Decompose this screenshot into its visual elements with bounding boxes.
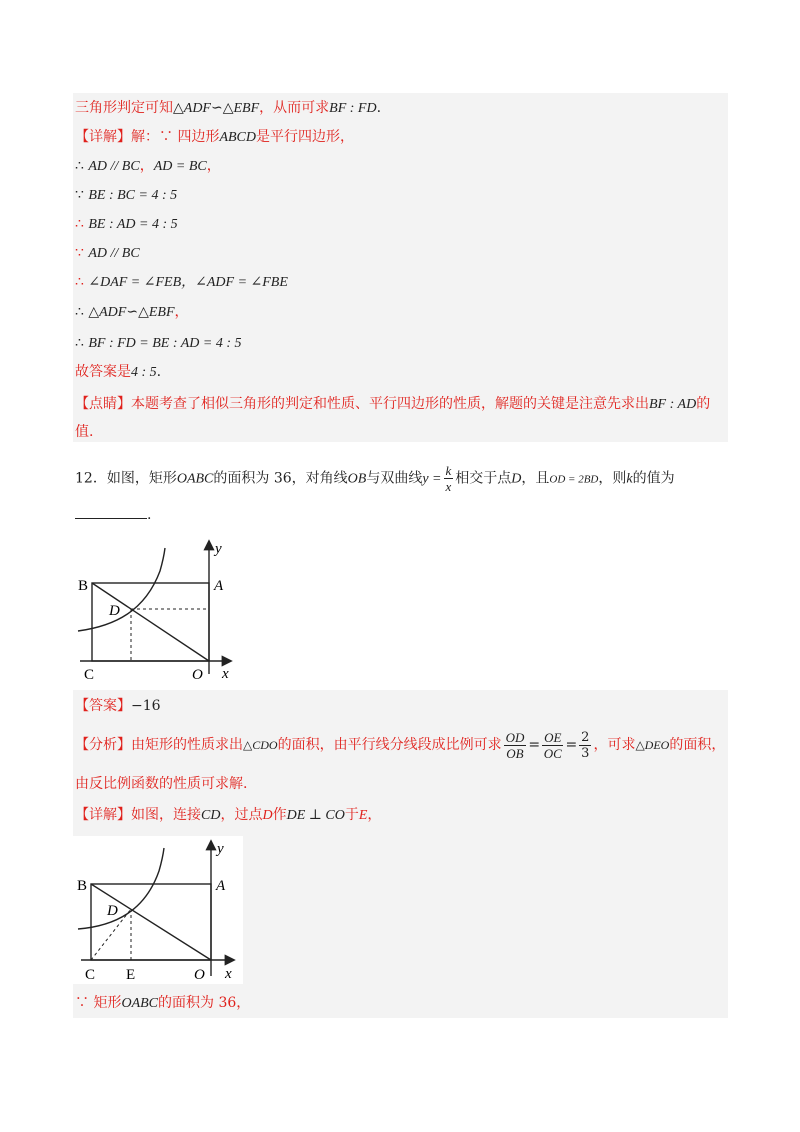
analysis-tag: 【分析】 [75, 737, 131, 753]
label-b: B [78, 578, 89, 594]
line-5: ∴ BE : AD = 4 : 5 [75, 216, 178, 232]
detail-line: 【详解】如图，连接CD，过点D作DE ⊥ CO于E， [75, 807, 382, 823]
detail-tag: 【详解】 [75, 129, 131, 145]
label-a-2: A [216, 878, 226, 894]
label-o-2: O [194, 967, 205, 983]
line-1: 三角形判定可知△ADF∽△EBF，从而可求BF : FD. [75, 100, 382, 116]
line-10: 故答案是4 : 5. [75, 364, 162, 380]
line-4: ∵ BE : BC = 4 : 5 [75, 187, 178, 203]
diagonal-ob-2 [91, 884, 211, 960]
last-line: ∵ 矩形OABC的面积为 36， [75, 995, 251, 1011]
label-y: y [215, 541, 222, 557]
answer-line: 【答案】−16 [75, 698, 161, 714]
question-12: 12．如图，矩形OABC的面积为 36，对角线OB与双曲线y = $\frac{k}{x}$ 相交于点D，且OD = 2BD，则k的值为 [75, 463, 675, 494]
label-x-2: x [225, 966, 232, 982]
label-b-2: B [77, 878, 88, 894]
diagonal-ob [92, 583, 209, 661]
label-d: D [109, 603, 120, 619]
analysis-line: 【分析】由矩形的性质求出△CDO的面积，由平行线分线段成比例可求 $\frac{OD}{OB}$ = $\frac{OE}{OC}$ = $\frac{2}{3}$ ，可求△DEO的面积， [75, 729, 726, 761]
line-12: 值. [75, 424, 94, 440]
figure-rectangle-hyperbola [70, 536, 240, 681]
line-8: ∴ △ADF∽△EBF， [75, 304, 189, 320]
line-7: ∴ ∠DAF = ∠FEB，∠ADF = ∠FBE [75, 274, 288, 290]
figure-rectangle-hyperbola-with-e [73, 836, 243, 984]
label-c-2: C [85, 967, 96, 983]
label-c: C [84, 667, 95, 681]
label-e-2: E [126, 967, 136, 983]
note-tag: 【点睛】 [75, 396, 131, 412]
fraction-oe-oc: $\frac{OE}{OC}$ [543, 729, 562, 761]
label-x: x [222, 666, 229, 681]
label-d-2: D [107, 903, 118, 919]
fraction-k-over-x: $\frac{k}{x}$ [445, 463, 452, 494]
line-2: 【详解】解：∵ 四边形ABCD是平行四边形， [75, 129, 355, 145]
fraction-od-ob: $\frac{OD}{OB}$ [505, 729, 525, 761]
fraction-two-thirds: $\frac{2}{3}$ [581, 729, 590, 761]
line-6: ∵ AD // BC [75, 245, 140, 261]
hyperbola-curve [78, 548, 165, 631]
label-a: A [214, 578, 224, 594]
answer-blank [75, 504, 147, 519]
answer-blank-line: . [75, 504, 151, 525]
line-9: ∴ BF : FD = BE : AD = 4 : 5 [75, 335, 242, 351]
label-o: O [192, 667, 203, 681]
answer-tag: 【答案】 [75, 698, 131, 714]
label-y-2: y [217, 841, 224, 857]
analysis-line-2: 由反比例函数的性质可求解. [75, 776, 248, 792]
detail-tag-2: 【详解】 [75, 807, 131, 823]
line-11: 【点睛】本题考查了相似三角形的判定和性质、平行四边形的性质，解题的关键是注意先求出BF : AD的 [75, 396, 711, 412]
line-3: ∴ AD // BC，AD = BC， [75, 158, 221, 174]
